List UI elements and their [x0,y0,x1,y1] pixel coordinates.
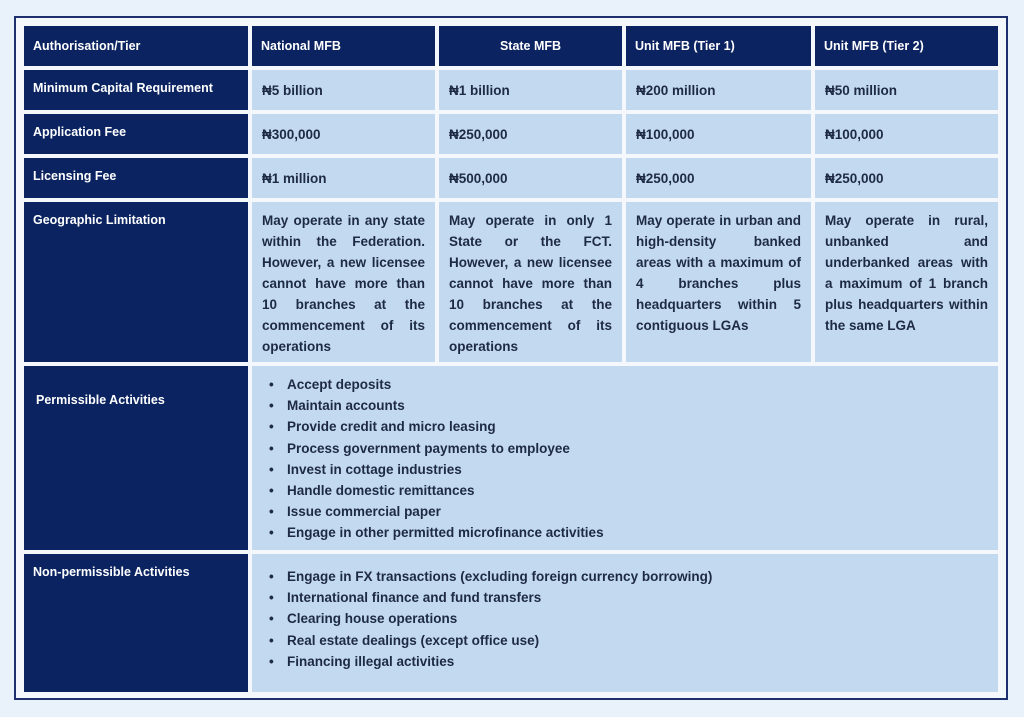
row-label-permissible-activities: Permissible Activities [24,366,248,550]
mfb-comparison-table-frame [14,16,1008,700]
table-cell: May operate in urban and high-density banked areas with a maximum of 4 branches plus headquarters within 5 contiguous LGAs [626,202,811,362]
table-cell: ₦100,000 [626,114,811,154]
row-label-licensing-fee: Licensing Fee [24,158,248,198]
header-unit-mfb-tier1: Unit MFB (Tier 1) [626,26,811,66]
list-item: • Handle domestic remittances [269,480,990,501]
mfb-comparison-table [24,26,1000,692]
table-cell: ₦250,000 [439,114,622,154]
table-cell: ₦250,000 [815,158,998,198]
table-cell: ₦50 million [815,70,998,110]
list-item: • International finance and fund transfers [269,587,990,608]
non-permissible-activities-list [261,566,990,672]
list-item: • Invest in cottage industries [269,459,990,480]
permissible-activities-list [261,374,990,544]
list-item: • Financing illegal activities [269,651,990,672]
header-state-mfb: State MFB [439,26,622,66]
header-unit-mfb-tier2: Unit MFB (Tier 2) [815,26,998,66]
header-national-mfb: National MFB [252,26,435,66]
list-item: • Provide credit and micro leasing [269,416,990,437]
list-item: • Issue commercial paper [269,501,990,522]
permissible-activities-cell [252,366,998,550]
list-item: • Real estate dealings (except office use) [269,630,990,651]
table-cell: ₦1 million [252,158,435,198]
table-cell: ₦250,000 [626,158,811,198]
header-authorisation-tier: Authorisation/Tier [24,26,248,66]
list-item: • Process government payments to employee [269,438,990,459]
table-cell: May operate in rural, unbanked and underbanked areas with a maximum of 1 branch plus headquarters within the same LGA [815,202,998,362]
list-item: • Accept deposits [269,374,990,395]
list-item: • Maintain accounts [269,395,990,416]
non-permissible-activities-cell [252,554,998,692]
table-cell: ₦300,000 [252,114,435,154]
table-cell: ₦5 billion [252,70,435,110]
row-label-non-permissible-activities: Non-permissible Activities [24,554,248,692]
table-cell: ₦100,000 [815,114,998,154]
list-item: • Engage in other permitted microfinance activities [269,522,990,543]
table-cell: May operate in any state within the Federation. However, a new licensee cannot have more than 10 branches at the commencement of its operations [252,202,435,362]
list-item: • Clearing house operations [269,608,990,629]
row-label-geographic-limitation: Geographic Limitation [24,202,248,362]
row-label-minimum-capital: Minimum Capital Requirement [24,70,248,110]
table-cell: May operate in only 1 State or the FCT. However, a new licensee cannot have more than 10 branches at the commencement of its operations [439,202,622,362]
list-item: • Engage in FX transactions (excluding foreign currency borrowing) [269,566,990,587]
table-cell: ₦1 billion [439,70,622,110]
row-label-application-fee: Application Fee [24,114,248,154]
table-cell: ₦200 million [626,70,811,110]
table-cell: ₦500,000 [439,158,622,198]
